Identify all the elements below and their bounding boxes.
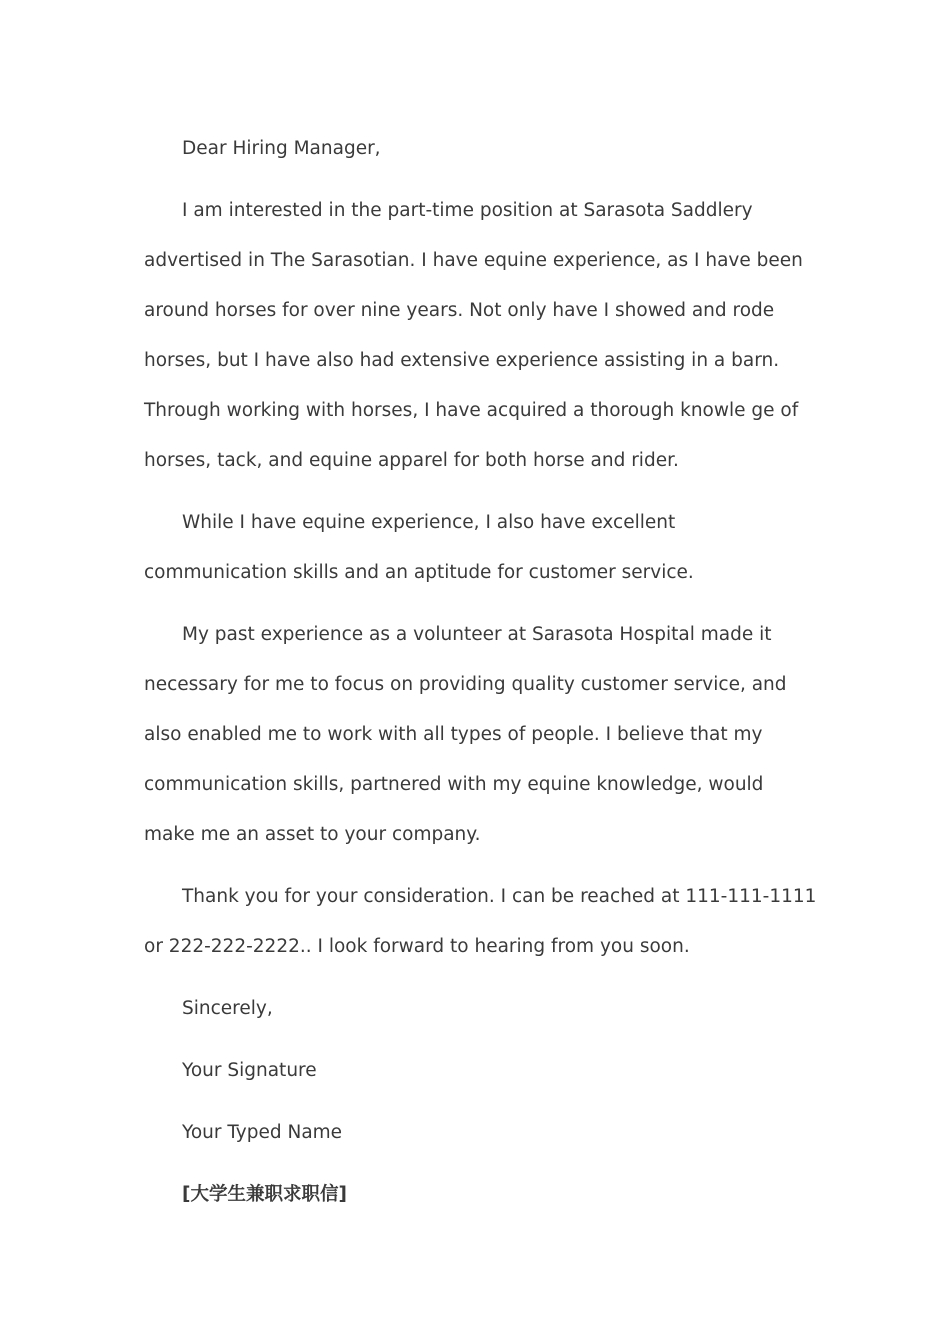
- letter-body: [144, 124, 817, 1232]
- paragraph-line: or 222-222-2222.. I look forward to hearing from you soon.: [144, 936, 690, 957]
- paragraph-line: horses, tack, and equine apparel for both horse and rider.: [144, 450, 679, 471]
- paragraph-skills: [144, 498, 804, 598]
- paragraph-line: I am interested in the part-time position at Sarasota Saddlery: [182, 200, 753, 221]
- paragraph-line: around horses for over nine years. Not only have I showed and rode: [144, 300, 775, 321]
- salutation: Dear Hiring Manager,: [182, 138, 381, 159]
- signature-line: Your Signature: [182, 1060, 317, 1081]
- paragraph-line: advertised in The Sarasotian. I have equine experience, as I have been: [144, 250, 803, 271]
- paragraph-line: make me an asset to your company.: [144, 824, 481, 845]
- paragraph-line: While I have equine experience, I also have excellent: [182, 512, 676, 533]
- closing: Sincerely,: [182, 998, 273, 1019]
- paragraph-line: horses, but I have also had extensive experience assisting in a barn.: [144, 350, 780, 371]
- paragraph-line: Thank you for your consideration. I can be reached at 111-111-1111: [182, 886, 817, 907]
- paragraph-line: also enabled me to work with all types of people. I believe that my: [144, 724, 763, 745]
- paragraph-line: necessary for me to focus on providing quality customer service, and: [144, 674, 787, 695]
- footer-tag: [大学生兼职求职信]: [182, 1184, 347, 1205]
- paragraph-line: My past experience as a volunteer at Sarasota Hospital made it: [182, 624, 772, 645]
- typed-name: Your Typed Name: [182, 1122, 343, 1143]
- paragraph-line: communication skills, partnered with my equine knowledge, would: [144, 774, 764, 795]
- paragraph-line: Through working with horses, I have acquired a thorough knowle ge of: [144, 400, 799, 421]
- paragraph-contact: [144, 872, 817, 972]
- paragraph-interest: [144, 186, 804, 486]
- paragraph-line: communication skills and an aptitude for customer service.: [144, 562, 694, 583]
- paragraph-experience: [144, 610, 804, 860]
